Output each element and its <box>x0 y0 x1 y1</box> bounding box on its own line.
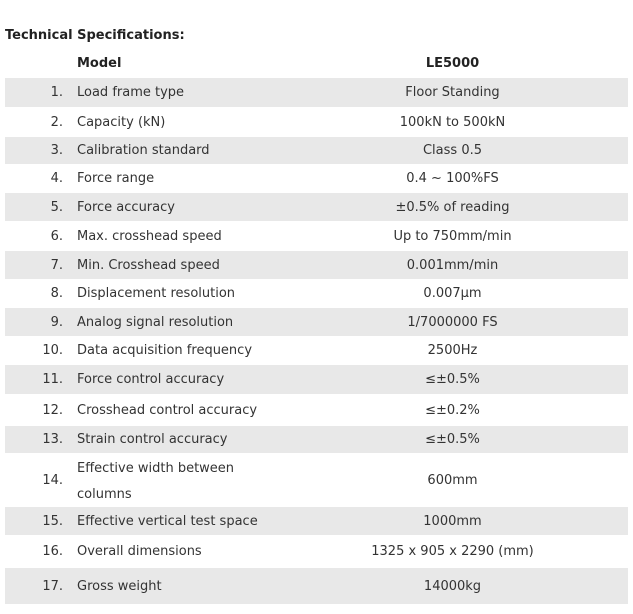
row-number: 8. <box>50 286 63 301</box>
row-value: 600mm <box>427 472 478 488</box>
row-value: 1325 x 905 x 2290 (mm) <box>371 544 534 559</box>
table-row <box>5 536 628 568</box>
row-number: 13. <box>42 432 63 447</box>
row-number: 6. <box>50 228 63 244</box>
table-row <box>5 137 628 165</box>
row-number: 4. <box>50 171 63 186</box>
row-value: ≤±0.2% <box>425 402 480 418</box>
row-number: 5. <box>50 199 63 215</box>
table-row <box>5 78 628 108</box>
row-value: ≤±0.5% <box>425 432 480 447</box>
page-title: Technical Specifications: <box>5 28 185 43</box>
row-number: 16. <box>42 544 63 559</box>
header-parameter: Model <box>77 56 122 71</box>
table-row <box>5 337 628 365</box>
row-value: 0.4 ~ 100%FS <box>406 171 499 186</box>
row-parameter: Force accuracy <box>77 199 175 215</box>
row-parameter: Gross weight <box>77 578 162 594</box>
row-parameter: Analog signal resolution <box>77 314 234 330</box>
row-value: 0.001mm/min <box>406 257 499 273</box>
row-parameter: Force range <box>77 171 155 186</box>
table-row <box>5 507 628 536</box>
row-parameter: Calibration standard <box>77 143 210 158</box>
table-header-row <box>5 50 628 78</box>
row-value: 1000mm <box>423 513 482 529</box>
table-row <box>5 426 628 454</box>
table-row <box>5 251 628 280</box>
row-number: 3. <box>50 143 63 158</box>
table-row <box>5 280 628 308</box>
row-parameter: Displacement resolution <box>77 286 236 301</box>
row-value: ≤±0.5% <box>425 372 480 387</box>
row-parameter: Capacity (kN) <box>77 114 166 130</box>
row-number: 10. <box>42 343 63 358</box>
row-parameter: Min. Crosshead speed <box>77 257 220 273</box>
row-number: 2. <box>50 114 63 130</box>
row-value: 100kN to 500kN <box>399 114 506 130</box>
table-row <box>5 308 628 337</box>
table-row <box>5 108 628 137</box>
spec-table <box>5 50 628 605</box>
table-row <box>5 222 628 251</box>
row-parameter: Strain control accuracy <box>77 432 228 447</box>
row-value: 1/7000000 FS <box>407 314 498 330</box>
row-value: ±0.5% of reading <box>395 199 510 215</box>
row-parameter: Load frame type <box>77 85 185 100</box>
header-model: LE5000 <box>425 56 480 71</box>
row-number: 14. <box>42 472 63 488</box>
row-parameter: Effective vertical test space <box>77 513 258 529</box>
row-parameter: Effective width between columns <box>77 461 235 502</box>
row-parameter: Force control accuracy <box>77 372 225 387</box>
row-value: Floor Standing <box>405 85 500 100</box>
row-parameter: Crosshead control accuracy <box>77 402 258 418</box>
table-row <box>5 165 628 193</box>
row-parameter: Overall dimensions <box>77 544 202 559</box>
row-value: Class 0.5 <box>422 143 482 158</box>
row-number: 11. <box>42 372 63 387</box>
table-row <box>5 568 628 605</box>
row-value: Up to 750mm/min <box>393 228 512 244</box>
table-row <box>5 454 628 507</box>
row-value: 2500Hz <box>427 343 478 358</box>
row-number: 15. <box>42 513 63 529</box>
row-value: 0.007µm <box>423 286 482 301</box>
row-number: 1. <box>50 85 63 100</box>
table-row <box>5 193 628 222</box>
row-number: 12. <box>42 402 63 418</box>
table-row <box>5 395 628 426</box>
row-parameter: Data acquisition frequency <box>77 343 253 358</box>
row-number: 9. <box>50 314 63 330</box>
row-value: 14000kg <box>423 578 482 594</box>
table-row <box>5 365 628 395</box>
row-number: 17. <box>42 578 63 594</box>
row-number: 7. <box>50 257 63 273</box>
row-parameter: Max. crosshead speed <box>77 228 222 244</box>
